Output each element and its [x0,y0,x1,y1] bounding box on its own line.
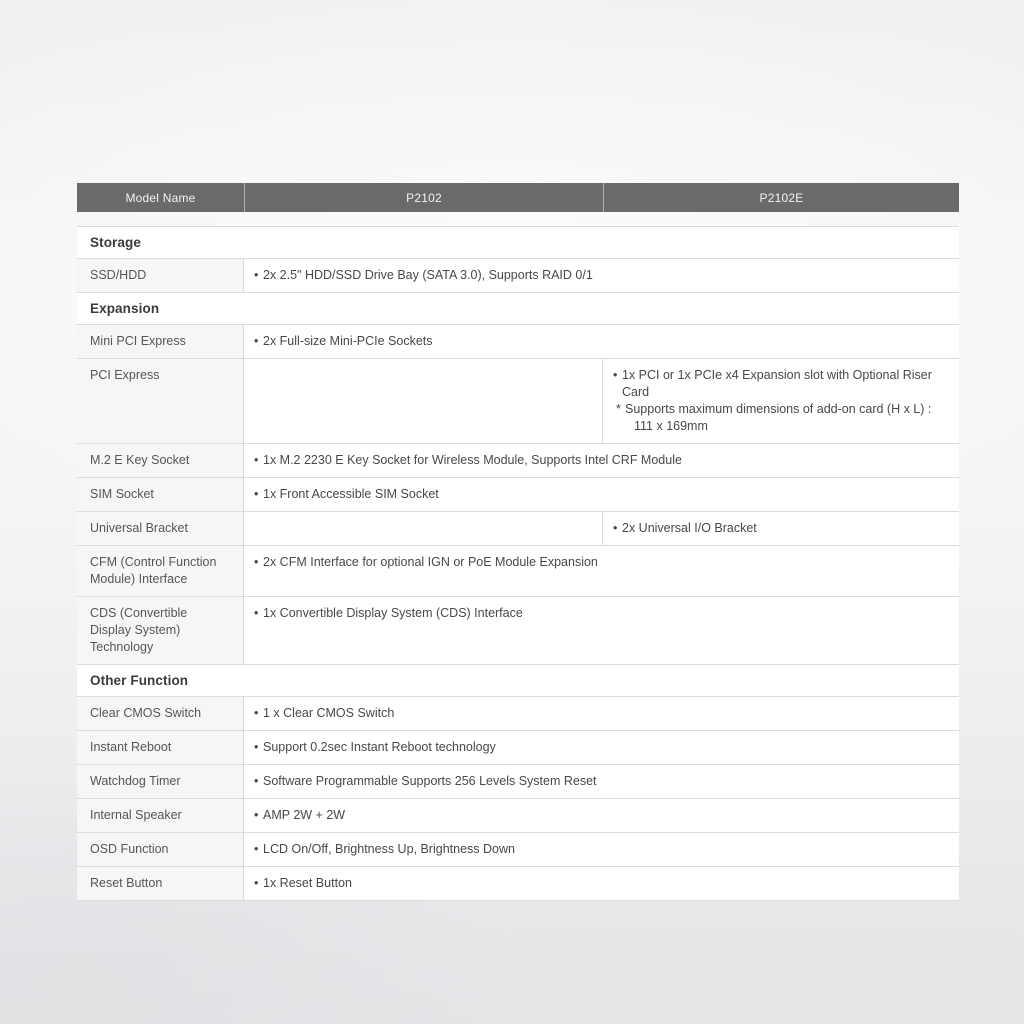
value-text: Support 0.2sec Instant Reboot technology [263,740,496,754]
table-row [77,259,959,293]
section-title: Expansion [90,301,160,316]
value-cell-both [244,546,959,596]
value-cell-both [244,799,959,832]
section-header-row [77,227,959,259]
bullet-marker: • [254,808,259,822]
value-text: LCD On/Off, Brightness Up, Brightness Down [263,842,515,856]
header-cell-p2102: P2102 [244,183,603,212]
value-line [254,875,949,892]
value-cell-both [244,697,959,730]
value-cell-both [244,444,959,477]
spec-table [77,183,959,901]
row-label: SIM Socket [77,478,244,511]
bullet-marker: • [254,487,259,501]
row-label: PCI Express [77,359,244,443]
bullet-marker: • [254,706,259,720]
table-row [77,799,959,833]
header-cell-p2102e: P2102E [603,183,959,212]
table-header-row [77,183,959,212]
value-cell-both [244,765,959,798]
table-row [77,444,959,478]
section-title: Storage [90,235,141,250]
value-cell-both [244,259,959,292]
value-text: 2x Full-size Mini-PCIe Sockets [263,334,433,348]
value-line [254,807,949,824]
value-line [254,739,949,756]
bullet-marker: • [613,521,618,535]
section-title: Other Function [90,673,189,688]
bullet-marker: • [254,740,259,754]
row-label: Watchdog Timer [77,765,244,798]
indent-spacer [625,418,634,435]
section-header-row [77,293,959,325]
bullet-marker: • [254,774,259,788]
row-label: Reset Button [77,867,244,900]
value-cell-p2102e [603,359,959,443]
table-row [77,597,959,665]
bullet-marker: • [613,368,618,382]
value-text: 2x 2.5" HDD/SSD Drive Bay (SATA 3.0), Supports RAID 0/1 [263,268,593,282]
table-row [77,325,959,359]
table-row [77,731,959,765]
value-line [254,267,949,284]
row-label: CFM (Control Function Module) Interface [77,546,244,596]
row-label: Instant Reboot [77,731,244,764]
header-body-gap [77,212,959,226]
section-header-row [77,665,959,697]
row-label: Universal Bracket [77,512,244,545]
value-text: 2x Universal I/O Bracket [622,521,757,535]
value-cell-both [244,731,959,764]
table-row [77,697,959,731]
bullet-marker: • [254,606,259,620]
header-cell-model-name: Model Name [125,190,196,205]
row-label: Internal Speaker [77,799,244,832]
bullet-marker: • [254,453,259,467]
value-text: 1 x Clear CMOS Switch [263,706,395,720]
value-line [254,841,949,858]
table-row [77,512,959,546]
table-row [77,867,959,901]
value-line [254,605,949,622]
table-row [77,478,959,512]
bullet-marker: • [254,555,259,569]
value-text: Supports maximum dimensions of add-on card (H x L) : [625,402,932,416]
row-label: M.2 E Key Socket [77,444,244,477]
value-text: 1x Front Accessible SIM Socket [263,487,439,501]
bullet-marker: • [254,268,259,282]
bullet-marker: • [254,334,259,348]
value-line [613,401,949,418]
bullet-marker: • [254,876,259,890]
value-cell-both [244,597,959,664]
table-row [77,833,959,867]
row-label: SSD/HDD [77,259,244,292]
value-line [254,554,949,571]
value-line [254,452,949,469]
value-text: AMP 2W + 2W [263,808,346,822]
value-text: 2x CFM Interface for optional IGN or PoE Module Expansion [263,555,598,569]
value-text: 1x M.2 2230 E Key Socket for Wireless Module, Supports Intel CRF Module [263,453,682,467]
value-line [254,333,949,350]
value-line [613,418,949,435]
table-row [77,765,959,799]
value-cell-both [244,833,959,866]
value-line [254,486,949,503]
value-line [613,367,949,401]
bullet-marker: • [254,842,259,856]
row-label: OSD Function [77,833,244,866]
value-cell-both [244,867,959,900]
value-cell-p2102 [244,359,603,443]
value-cell-both [244,478,959,511]
value-line [613,520,949,537]
table-row [77,359,959,444]
value-text: 111 x 169mm [634,419,708,433]
value-text: 1x Reset Button [263,876,352,890]
table-row [77,546,959,597]
value-text: Software Programmable Supports 256 Levels System Reset [263,774,597,788]
row-label: CDS (Convertible Display System) Technology [77,597,244,664]
value-cell-both [244,325,959,358]
table-body [77,226,959,901]
value-line [254,705,949,722]
asterisk-marker: * [616,402,621,416]
value-text: 1x Convertible Display System (CDS) Interface [263,606,523,620]
value-cell-p2102 [244,512,603,545]
value-cell-p2102e [603,512,959,545]
row-label: Clear CMOS Switch [77,697,244,730]
row-label: Mini PCI Express [77,325,244,358]
value-line [254,773,949,790]
value-text: 1x PCI or 1x PCIe x4 Expansion slot with Optional Riser Card [622,368,932,399]
